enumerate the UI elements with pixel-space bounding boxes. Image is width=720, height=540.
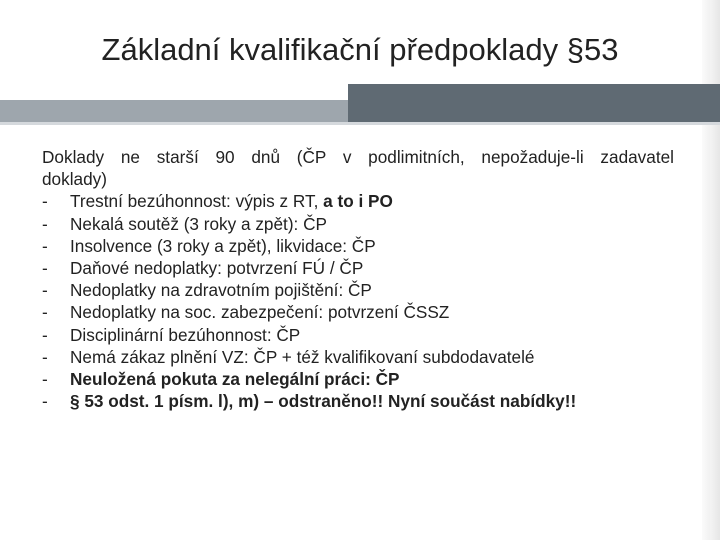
edge-stripe-outer	[710, 0, 720, 540]
list-item	[42, 390, 674, 412]
list-item	[42, 190, 674, 212]
list-item	[42, 213, 674, 235]
bullet-dash: -	[42, 324, 48, 345]
list-item-bold-text: § 53 odst. 1 písm. l), m) – odstraněno!! Nyní součást nabídky!!	[70, 391, 577, 412]
list-item-text	[70, 279, 372, 301]
list-item-text	[70, 346, 534, 368]
title-separator-line	[0, 122, 720, 125]
list-item-plain-text: Nemá zákaz plnění VZ: ČP + též kvalifikovaní subdodavatelé	[70, 346, 535, 367]
list-item	[42, 257, 674, 279]
list-item	[42, 279, 674, 301]
bullet-dash: -	[42, 391, 48, 412]
list-item-text	[70, 390, 576, 412]
list-item-bold-text: Neuložená pokuta za nelegální práci: ČP	[70, 369, 400, 390]
requirements-list	[42, 190, 674, 412]
list-item	[42, 324, 674, 346]
list-item	[42, 301, 674, 323]
bullet-dash: -	[42, 369, 48, 390]
list-item-plain-text: Nekalá soutěž (3 roky a zpět): ČP	[70, 213, 327, 234]
bullet-dash: -	[42, 213, 48, 234]
list-item-plain-text: Daňové nedoplatky: potvrzení FÚ / ČP	[70, 258, 364, 279]
list-item-text	[70, 324, 300, 346]
list-item-text	[70, 257, 363, 279]
list-item-plain-text: Insolvence (3 roky a zpět), likvidace: ČP	[70, 235, 376, 256]
list-item-plain-text: Nedoplatky na zdravotním pojištění: ČP	[70, 280, 372, 301]
bullet-dash: -	[42, 302, 48, 323]
list-item-text	[70, 235, 376, 257]
list-item	[42, 235, 674, 257]
intro-line-1: Doklady ne starší 90 dnů (ČP v podlimitních, nepožaduje-li zadavatel	[42, 147, 674, 167]
intro-line-2: doklady)	[42, 169, 107, 190]
list-item	[42, 346, 674, 368]
list-item-text	[70, 301, 449, 323]
list-item-plain-text: Nedoplatky na soc. zabezpečení: potvrzení ČSSZ	[70, 302, 450, 323]
bullet-dash: -	[42, 235, 48, 256]
slide-title: Základní kvalifikační předpoklady §53	[101, 32, 619, 67]
intro-paragraph	[42, 146, 674, 190]
list-item-bold-text: a to i PO	[323, 191, 393, 212]
list-item-plain-text: Trestní bezúhonnost: výpis z RT,	[70, 191, 324, 212]
bullet-dash: -	[42, 258, 48, 279]
list-item-text	[70, 213, 327, 235]
list-item-text	[70, 190, 393, 212]
title-separator-accent	[348, 84, 720, 122]
list-item-text	[70, 368, 400, 390]
bullet-dash: -	[42, 191, 48, 212]
list-item-plain-text: Disciplinární bezúhonnost: ČP	[70, 324, 301, 345]
list-item	[42, 368, 674, 390]
edge-stripe-inner	[702, 0, 710, 540]
bullet-dash: -	[42, 280, 48, 301]
slide-body	[42, 146, 674, 412]
bullet-dash: -	[42, 346, 48, 367]
